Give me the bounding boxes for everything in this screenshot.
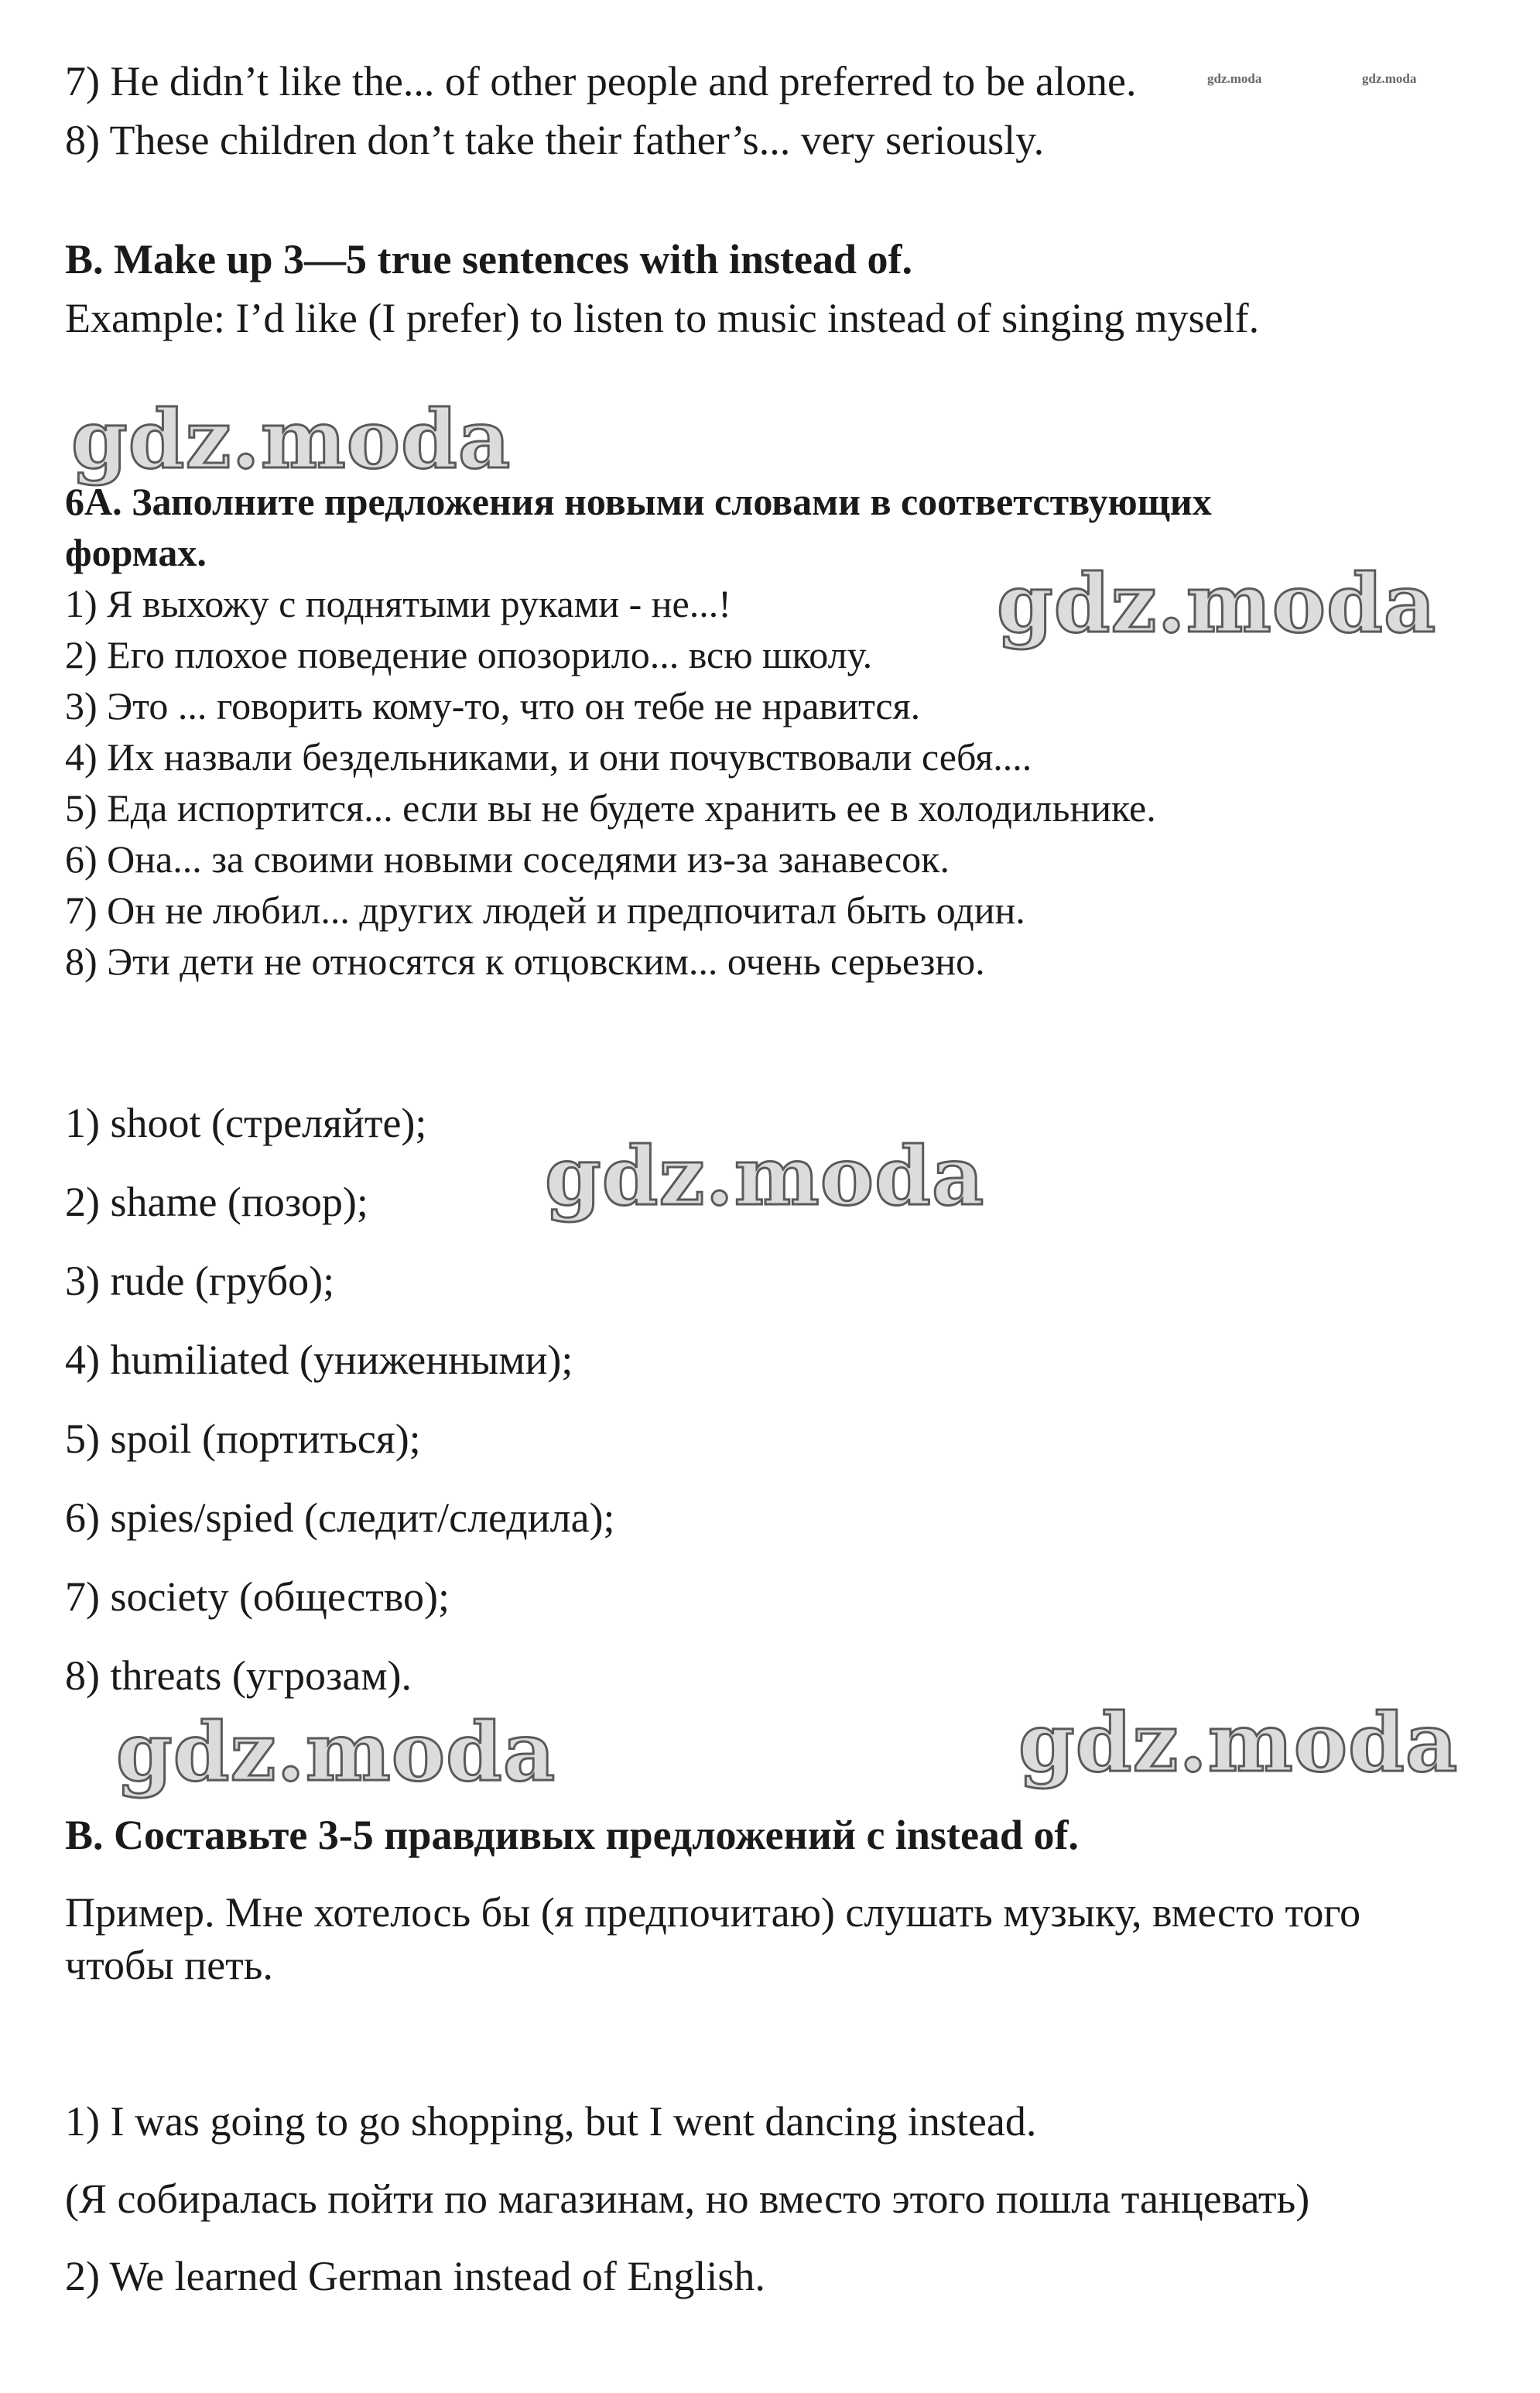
text-line-1: 7) He didn’t like the... of other people and preferred to be alone. (65, 58, 1137, 104)
sentence-1: 1) I was going to go shopping, but I went dancing instead. (65, 2098, 1037, 2145)
answer-item-2: 2) shame (позор); (65, 1179, 368, 1225)
answer-item-7: 7) society (общество); (65, 1573, 450, 1620)
section-heading-6a: 6A. Заполните предложения новыми словами в соответствующих (65, 480, 1212, 523)
exercise-item-7: 7) Он не любил... других людей и предпочитал быть один. (65, 888, 1025, 932)
section-heading-b-en: B. Make up 3—5 true sentences with instead of. (65, 236, 912, 282)
example-line-ru-cont: чтобы петь. (65, 1942, 273, 1988)
sentence-2: 2) We learned German instead of English. (65, 2253, 765, 2299)
exercise-item-5: 5) Еда испортится... если вы не будете хранить ее в холодильнике. (65, 786, 1156, 830)
watermark-1: gdz.moda (71, 392, 512, 487)
answer-item-5: 5) spoil (портиться); (65, 1416, 421, 1462)
section-heading-b-ru: B. Составьте 3-5 правдивых предложений с instead of. (65, 1812, 1079, 1858)
exercise-item-6: 6) Она... за своими новыми соседями из-за занавесок. (65, 837, 950, 881)
exercise-item-8: 8) Эти дети не относятся к отцовским... очень серьезно. (65, 940, 985, 983)
exercise-item-1: 1) Я выхожу с поднятыми руками - не...! (65, 582, 731, 625)
text-line-2: 8) These children don’t take their father’s... very seriously. (65, 117, 1045, 163)
watermark-2: gdz.moda (997, 556, 1437, 651)
watermark-small-2: gdz.moda (1362, 71, 1417, 86)
example-line-en: Example: I’d like (I prefer) to listen to music instead of singing myself. (65, 295, 1260, 341)
answer-item-3: 3) rude (грубо); (65, 1258, 335, 1304)
exercise-item-4: 4) Их назвали бездельниками, и они почувствовали себя.... (65, 735, 1032, 779)
section-heading-6a-cont: формах. (65, 531, 207, 574)
watermark-3: gdz.moda (545, 1128, 985, 1224)
sentence-1-translation: (Я собиралась пойти по магазинам, но вместо этого пошла танцевать) (65, 2176, 1310, 2222)
example-line-ru: Пример. Мне хотелось бы (я предпочитаю) слушать музыку, вместо того (65, 1889, 1361, 1936)
answer-item-6: 6) spies/spied (следит/следила); (65, 1494, 615, 1541)
exercise-item-2: 2) Его плохое поведение опозорило... всю школу. (65, 633, 873, 676)
watermark-small-1: gdz.moda (1207, 71, 1262, 86)
answer-item-8: 8) threats (угрозам). (65, 1652, 412, 1699)
answer-item-1: 1) shoot (стреляйте); (65, 1100, 427, 1146)
watermark-4: gdz.moda (116, 1704, 556, 1799)
exercise-item-3: 3) Это ... говорить кому-то, что он тебе не нравится. (65, 684, 921, 727)
answer-item-4: 4) humiliated (униженными); (65, 1337, 573, 1383)
watermark-5: gdz.moda (1018, 1695, 1459, 1790)
